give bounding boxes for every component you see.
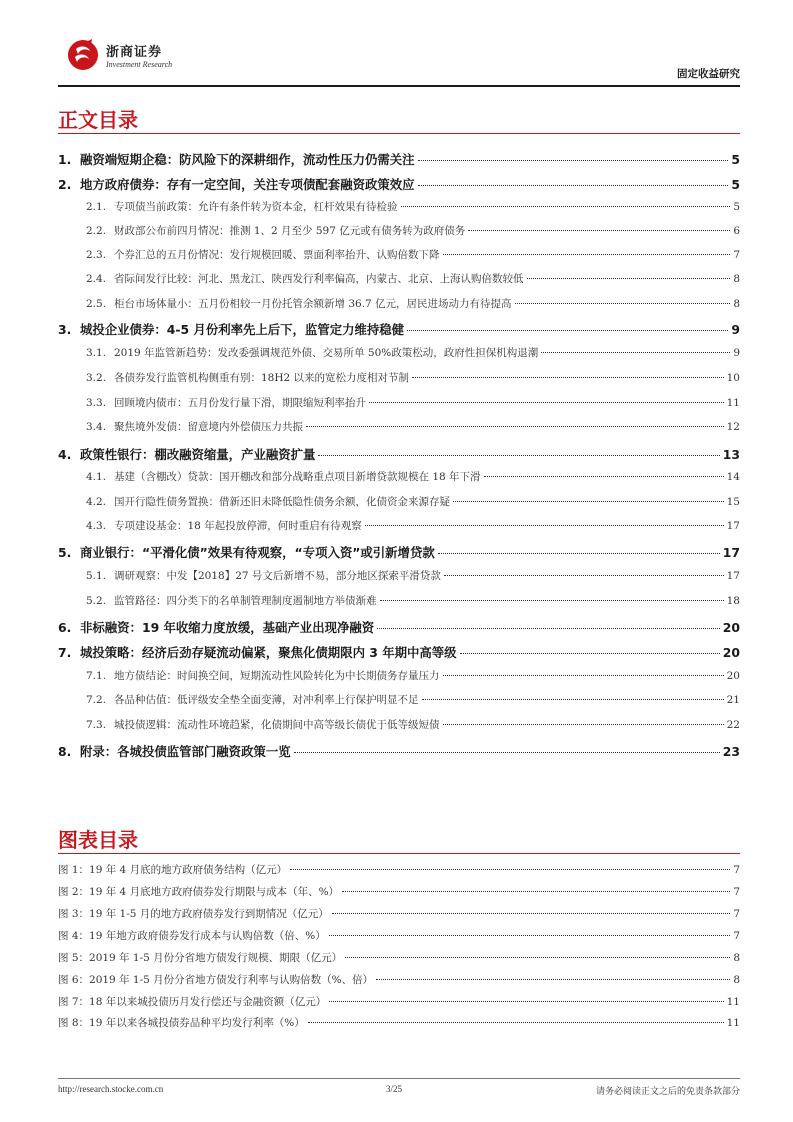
toc-dot-leader bbox=[365, 525, 724, 526]
figure-dot-leader bbox=[376, 979, 730, 980]
toc-entry-page: 5 bbox=[733, 201, 740, 213]
toc-entry-text: 回顾境内债市：五月份发行量下滑，期限缩短利率抬升 bbox=[114, 397, 366, 409]
toc-title: 正文目录 bbox=[58, 108, 138, 132]
toc-entry-page: 20 bbox=[722, 645, 740, 660]
toc-dot-leader bbox=[438, 553, 720, 554]
figure-entry-page: 8 bbox=[733, 974, 740, 986]
toc-entry-number: 4.1. bbox=[86, 471, 107, 483]
toc-dot-leader bbox=[422, 699, 724, 700]
figure-entry-text: 图 4：19 年地方政府债券发行成本与认购倍数（倍、%） bbox=[58, 930, 326, 942]
toc-entry-number: 5. bbox=[58, 545, 72, 560]
figure-entry[interactable] bbox=[58, 884, 740, 899]
figure-entry[interactable] bbox=[58, 950, 740, 965]
toc-entry-text: 调研观察：中发【2018】27 号文后新增不易，部分地区探索平滑贷款 bbox=[114, 570, 441, 582]
toc-entry-text: 附录：各城投债监管部门融资政策一览 bbox=[80, 744, 291, 759]
toc-dot-leader bbox=[306, 426, 724, 427]
toc-dot-leader bbox=[468, 230, 730, 231]
toc-dot-leader bbox=[515, 303, 731, 304]
toc-dot-leader bbox=[369, 402, 724, 403]
toc-entry-chapter[interactable] bbox=[58, 175, 740, 193]
toc-entry-text: 财政部公布前四月情况：推测 1、2 月至少 597 亿元或有债务转为政府债务 bbox=[114, 225, 466, 237]
toc-dot-leader bbox=[407, 330, 728, 331]
page-indicator: 3/25 bbox=[386, 1084, 403, 1094]
toc-entry-number: 8. bbox=[58, 744, 72, 759]
toc-entry-text: 省际间发行比较：河北、黑龙江、陕西发行利率偏高，内蒙古、北京、上海认购倍数较低 bbox=[114, 273, 524, 285]
toc-entry-page: 10 bbox=[726, 372, 740, 384]
footer-disclaimer: 请务必阅读正文之后的免责条款部分 bbox=[595, 1087, 740, 1097]
toc-entry-page: 9 bbox=[733, 347, 740, 359]
figure-entry-text: 图 5：2019 年 1-5 月份分省地方债发行规模、期限（亿元） bbox=[58, 952, 343, 964]
toc-entry-page: 13 bbox=[722, 447, 740, 462]
toc-entry-number: 3.2. bbox=[86, 372, 107, 384]
toc-entry-page: 7 bbox=[733, 249, 740, 261]
toc-entry-section[interactable] bbox=[58, 568, 740, 583]
figure-entry-text: 图 1：19 年 4 月底的地方政府债务结构（亿元） bbox=[58, 864, 288, 876]
toc-entry-section[interactable] bbox=[58, 223, 740, 238]
toc-entry-page: 5 bbox=[731, 177, 740, 192]
toc-entry-section[interactable] bbox=[58, 469, 740, 484]
toc-entry-page: 21 bbox=[726, 694, 740, 706]
figure-entry-page: 7 bbox=[733, 930, 740, 942]
toc-entry-chapter[interactable] bbox=[58, 618, 740, 636]
footer-divider bbox=[58, 1078, 740, 1079]
toc-entry-number: 2.3. bbox=[86, 249, 107, 261]
toc-entry-text: 2019 年监管新趋势：发改委强调规范外债、交易所单 50%政策松动，政府性担保机构退潮 bbox=[114, 347, 539, 359]
toc-entry-page: 8 bbox=[733, 298, 740, 310]
figure-dot-leader bbox=[329, 1001, 723, 1002]
footer-url[interactable]: http://research.stocke.com.cn bbox=[58, 1084, 164, 1094]
toc-entry-page: 5 bbox=[731, 152, 740, 167]
toc-entry-section[interactable] bbox=[58, 296, 740, 311]
toc-entry-number: 7.1. bbox=[86, 670, 107, 682]
figure-entry[interactable] bbox=[58, 862, 740, 877]
toc-entry-text: 监管路径：四分类下的名单制管理制度遏制地方举债渐难 bbox=[114, 595, 377, 607]
toc-entry-section[interactable] bbox=[58, 692, 740, 707]
figure-dot-leader bbox=[308, 1022, 724, 1023]
toc-entry-page: 6 bbox=[733, 225, 740, 237]
toc-entry-text: 商业银行：“平滑化债”效果有待观察，“专项入资”或引新增贷款 bbox=[80, 545, 435, 560]
toc-dot-leader bbox=[380, 600, 724, 601]
toc-entry-page: 20 bbox=[726, 670, 740, 682]
toc-entry-number: 4.3. bbox=[86, 520, 107, 532]
toc-entry-section[interactable] bbox=[58, 518, 740, 533]
toc-entry-chapter[interactable] bbox=[58, 150, 740, 168]
toc-entry-number: 2.2. bbox=[86, 225, 107, 237]
toc-entry-text: 非标融资：19 年收缩力度放缓，基础产业出现净融资 bbox=[80, 620, 375, 635]
toc-entry-text: 柜台市场体量小：五月份相较一月份托管余额新增 36.7 亿元，居民进场动力有待提高 bbox=[114, 298, 512, 310]
toc-entry-number: 7.2. bbox=[86, 694, 107, 706]
figure-entry-page: 7 bbox=[733, 864, 740, 876]
toc-entry-number: 7. bbox=[58, 645, 72, 660]
toc-entry-text: 国开行隐性债务置换：借新还旧未降低隐性债务余额，化债资金来源存疑 bbox=[114, 496, 450, 508]
report-type: 固定收益研究 bbox=[677, 68, 740, 80]
figure-entry-text: 图 6：2019 年 1-5 月份分省地方债发行利率与认购倍数（%、倍） bbox=[58, 974, 374, 986]
toc-entry-page: 17 bbox=[726, 570, 740, 582]
toc-entry-text: 专项建设基金：18 年起投放停滞，何时重启有待观察 bbox=[114, 520, 362, 532]
toc-dot-leader bbox=[541, 352, 730, 353]
brand-name-en: Investment Research bbox=[106, 60, 173, 69]
toc-entry-number: 2. bbox=[58, 177, 72, 192]
toc-dot-leader bbox=[418, 160, 729, 161]
toc-entry-number: 6. bbox=[58, 620, 72, 635]
toc-dot-leader bbox=[453, 501, 724, 502]
toc-entry-section[interactable] bbox=[58, 395, 740, 410]
figure-entry-page: 7 bbox=[733, 908, 740, 920]
figure-entry[interactable] bbox=[58, 928, 740, 943]
toc-dot-leader bbox=[412, 377, 724, 378]
toc-dot-leader bbox=[527, 278, 731, 279]
toc-entry-section[interactable] bbox=[58, 419, 740, 434]
logo-icon bbox=[66, 38, 100, 72]
header-divider bbox=[58, 85, 740, 87]
toc-entry-page: 8 bbox=[733, 273, 740, 285]
toc-dot-leader bbox=[294, 752, 720, 753]
toc-entry-text: 各品种估值：低评级安全垫全面变薄，对冲利率上行保护明显不足 bbox=[114, 694, 419, 706]
toc-entry-section[interactable] bbox=[58, 494, 740, 509]
toc-entry-page: 22 bbox=[726, 719, 740, 731]
toc-dot-leader bbox=[443, 254, 731, 255]
toc-entry-page: 18 bbox=[726, 595, 740, 607]
toc-dot-leader bbox=[484, 476, 724, 477]
toc-entry-section[interactable] bbox=[58, 345, 740, 360]
figure-entry-text: 图 8：19 年以来各城投债券品种平均发行利率（%） bbox=[58, 1017, 305, 1029]
page-header bbox=[58, 38, 740, 86]
toc-entry-number: 5.2. bbox=[86, 595, 107, 607]
toc-dot-leader bbox=[444, 575, 724, 576]
toc-entry-page: 14 bbox=[726, 471, 740, 483]
toc-entry-page: 17 bbox=[722, 545, 740, 560]
toc-entry-number: 5.1. bbox=[86, 570, 107, 582]
toc-entry-text: 各债券发行监管机构侧重有别：18H2 以来的宽松力度相对节制 bbox=[114, 372, 410, 384]
toc-entry-number: 7.3. bbox=[86, 719, 107, 731]
toc-entry-text: 地方政府债券：存有一定空间，关注专项债配套融资政策效应 bbox=[80, 177, 415, 192]
toc-entry-page: 15 bbox=[726, 496, 740, 508]
toc-entry-page: 23 bbox=[722, 744, 740, 759]
toc-entry-section[interactable] bbox=[58, 668, 740, 683]
figure-entry-page: 11 bbox=[726, 1017, 740, 1029]
toc-entry-page: 12 bbox=[726, 421, 740, 433]
toc-dot-leader bbox=[318, 455, 719, 456]
toc-entry-number: 4.2. bbox=[86, 496, 107, 508]
figures-title: 图表目录 bbox=[58, 828, 138, 852]
toc-entry-section[interactable] bbox=[58, 717, 740, 732]
toc-entry-text: 基建（含棚改）贷款：国开棚改和部分战略重点项目新增贷款规模在 18 年下滑 bbox=[114, 471, 481, 483]
toc-dot-leader bbox=[443, 675, 724, 676]
toc-entry-number: 3.3. bbox=[86, 397, 107, 409]
toc-entry-text: 城投企业债券：4-5 月份利率先上后下，监管定力维持稳健 bbox=[80, 322, 405, 337]
brand-name-cn: 浙商证券 bbox=[106, 45, 163, 60]
toc-entry-page: 9 bbox=[731, 322, 740, 337]
figure-entry-text: 图 3：19 年 1-5 月的地方政府债券发行到期情况（亿元） bbox=[58, 908, 329, 920]
toc-entry-text: 个券汇总的五月份情况：发行规模回暖、票面利率抬升、认购倍数下降 bbox=[114, 249, 440, 261]
toc-dot-leader bbox=[401, 206, 731, 207]
toc-dot-leader bbox=[460, 653, 720, 654]
toc-entry-section[interactable] bbox=[58, 199, 740, 214]
toc-entry-text: 城投债逻辑：流动性环境趋紧，化债期间中高等级长债优于低等级短债 bbox=[114, 719, 440, 731]
figure-entry[interactable] bbox=[58, 972, 740, 987]
figure-dot-leader bbox=[290, 869, 730, 870]
figure-dot-leader bbox=[345, 957, 730, 958]
toc-entry-section[interactable] bbox=[58, 271, 740, 286]
toc-title-rule bbox=[58, 133, 740, 134]
toc-entry-number: 2.5. bbox=[86, 298, 107, 310]
toc-entry-text: 政策性银行：棚改融资缩量，产业融资扩量 bbox=[80, 447, 316, 462]
toc-entry-text: 城投策略：经济后劲存疑流动偏紧，聚焦化债期限内 3 年期中高等级 bbox=[80, 645, 457, 660]
toc-entry-number: 1. bbox=[58, 152, 72, 167]
toc-dot-leader bbox=[418, 185, 729, 186]
figure-entry-page: 11 bbox=[726, 996, 740, 1008]
toc-entry-chapter[interactable] bbox=[58, 320, 740, 338]
figure-entry-page: 7 bbox=[733, 886, 740, 898]
toc-entry-chapter[interactable] bbox=[58, 643, 740, 661]
toc-entry-page: 20 bbox=[722, 620, 740, 635]
toc-entry-page: 11 bbox=[726, 397, 740, 409]
toc-entry-chapter[interactable] bbox=[58, 445, 740, 463]
toc-entry-text: 聚焦境外发债：留意境内外偿债压力共振 bbox=[114, 421, 303, 433]
figure-entry[interactable] bbox=[58, 1015, 740, 1030]
toc-entry-chapter[interactable] bbox=[58, 543, 740, 561]
toc-entry-section[interactable] bbox=[58, 370, 740, 385]
toc-entry-text: 融资端短期企稳：防风险下的深耕细作，流动性压力仍需关注 bbox=[80, 152, 415, 167]
figure-dot-leader bbox=[332, 913, 731, 914]
toc-entry-number: 3.4. bbox=[86, 421, 107, 433]
toc-entry-number: 2.4. bbox=[86, 273, 107, 285]
toc-entry-number: 4. bbox=[58, 447, 72, 462]
toc-dot-leader bbox=[443, 724, 724, 725]
toc-entry-text: 地方债结论：时间换空间，短期流动性风险转化为中长期债务存量压力 bbox=[114, 670, 440, 682]
toc-dot-leader bbox=[377, 628, 720, 629]
toc-entry-number: 3. bbox=[58, 322, 72, 337]
figure-entry-text: 图 7：18 年以来城投债历月发行偿还与金融资额（亿元） bbox=[58, 996, 327, 1008]
toc-entry-number: 3.1. bbox=[86, 347, 107, 359]
toc-entry-chapter[interactable] bbox=[58, 742, 740, 760]
figures-title-rule bbox=[58, 853, 740, 854]
figure-entry[interactable] bbox=[58, 906, 740, 921]
toc-entry-page: 17 bbox=[726, 520, 740, 532]
figure-entry-text: 图 2：19 年 4 月底地方政府债券发行期限与成本（年、%） bbox=[58, 886, 340, 898]
figure-dot-leader bbox=[342, 891, 730, 892]
figure-entry-page: 8 bbox=[733, 952, 740, 964]
toc-entry-section[interactable] bbox=[58, 247, 740, 262]
figure-entry[interactable] bbox=[58, 994, 740, 1009]
toc-entry-section[interactable] bbox=[58, 593, 740, 608]
figure-dot-leader bbox=[329, 935, 731, 936]
toc-entry-text: 专项债当前政策：允许有条件转为资本金，杠杆效果有待检验 bbox=[114, 201, 398, 213]
toc-entry-number: 2.1. bbox=[86, 201, 107, 213]
